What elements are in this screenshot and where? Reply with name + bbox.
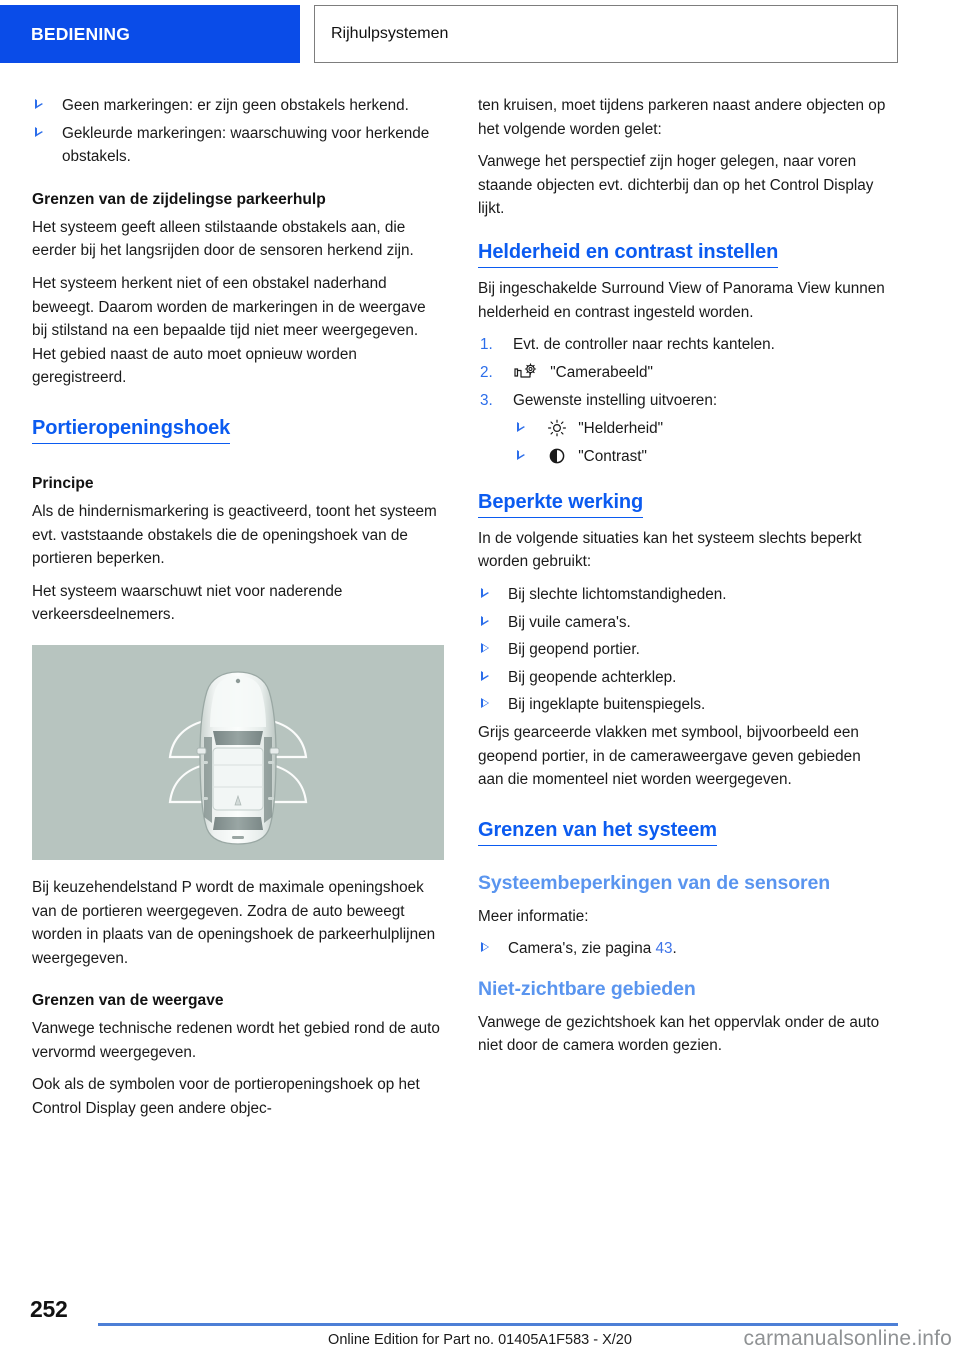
contrast-icon (547, 447, 567, 465)
step-text: "Camerabeeld" (550, 364, 653, 382)
beperkte-werking-bullet-list (478, 583, 902, 717)
triangle-bullet-icon (481, 588, 489, 598)
paragraph-hindernismarkering: Als de hindernismarkering is geactiveerd, toont het systeem evt. vaststaande obstakels die de openingshoek van de portieren beperken. (32, 502, 437, 568)
paragraph-technische-redenen: Vanwege technische redenen wordt het gebied rond de auto vervormd weergegeven. (32, 1020, 440, 1061)
paragraph-waarschuwt-niet: Het systeem waarschuwt niet voor naderende verkeersdeelnemers. (32, 582, 343, 624)
heading-niet-zichtbare-gebieden: Niet-zichtbare gebieden (478, 977, 696, 1000)
list-item (478, 666, 902, 690)
list-item (478, 693, 902, 717)
car-body (197, 672, 279, 844)
door-arc-left-rear (170, 765, 204, 802)
list-item (478, 583, 902, 607)
paragraph-symbolen-portieropeningshoek: Ook als de symbolen voor de portieropeningshoek op het Control Display geen andere objec- (32, 1076, 420, 1118)
reference-text: Camera's, zie pagina (508, 940, 656, 958)
list-item (478, 638, 902, 662)
camera-settings-icon (513, 363, 539, 381)
list-item-text: Bij ingeklapte buitenspiegels. (508, 696, 706, 714)
page-header (0, 5, 898, 63)
heading-grenzen-zijdelingse-parkeerhulp: Grenzen van de zijdelingse parkeerhulp (32, 190, 326, 208)
list-item-text: Bij geopend portier. (508, 641, 640, 659)
substep-item (513, 417, 902, 441)
header-chapter-label: BEDIENING (31, 23, 131, 44)
step-number: 3. (480, 392, 493, 410)
door-arc-right-rear (272, 765, 306, 802)
instruction-step (478, 389, 902, 469)
list-item-text: Gekleurde markeringen: waarschuwing voor herkende obstakels. (62, 124, 430, 166)
triangle-bullet-icon (517, 422, 525, 432)
instruction-step (478, 333, 902, 357)
triangle-bullet-icon (35, 99, 43, 109)
header-chapter-block (0, 5, 300, 63)
reference-suffix: . (672, 940, 677, 958)
paragraph-keuzehendelstand: Bij keuzehendelstand P wordt de maximale openingshoek van de portieren weergegeven. Zodra de auto beweegt worden in plaats van de openingshoek de parkeerhulplijnen weergegeven. (32, 878, 436, 967)
substep-text: "Helderheid" (578, 419, 664, 437)
instruction-step (478, 361, 902, 385)
top-bullet-list (32, 94, 442, 169)
paragraph-perspectief: Vanwege het perspectief zijn hoger gelegen, naar voren staande objecten evt. dichterbij dan op het Control Display lijkt. (478, 153, 874, 218)
left-column (0, 94, 442, 1130)
paragraph-surround-view: Bij ingeschakelde Surround View of Panorama View kunnen helderheid en contrast ingesteld worden. (478, 279, 885, 321)
step-number: 1. (480, 336, 493, 354)
reference-bullet-list (478, 937, 902, 961)
substep-text: "Contrast" (578, 447, 647, 465)
page-reference-link[interactable]: 43 (655, 940, 673, 958)
paragraph-obstakel-beweegt: Het systeem herkent niet of een obstakel naderhand beweegt. Daarom worden de markeringen in de weergave bij stilstand na een bepaalde tijd niet meer weergegeven. Het gebied naast de auto moet opnieuw worden geregistreerd. (32, 274, 426, 387)
footer-divider (98, 1323, 898, 1326)
triangle-bullet-icon (481, 616, 489, 626)
list-item-page-reference[interactable] (478, 937, 902, 961)
list-item-text: Bij vuile camera's. (508, 613, 631, 631)
car-top-view-figure (32, 645, 444, 860)
footer-watermark: carmanualsonline.info (743, 1327, 952, 1350)
step-number: 2. (480, 364, 493, 382)
triangle-bullet-icon (481, 698, 489, 708)
header-section-block (314, 5, 898, 63)
substep-item (513, 445, 902, 469)
paragraph-continued-from-left: ten kruisen, moet tijdens parkeren naast andere objecten op het volgende worden gelet: (478, 97, 886, 138)
list-item (32, 122, 442, 169)
paragraph-gezichtshoek: Vanwege de gezichtshoek kan het oppervlak onder de auto niet door de camera worden gezien. (478, 1013, 880, 1055)
page-number: 252 (30, 1296, 68, 1322)
content-columns (0, 94, 960, 1130)
triangle-bullet-icon (481, 671, 489, 681)
header-section-label: Rijhulpsystemen (331, 25, 449, 42)
heading-beperkte-werking: Beperkte werking (478, 490, 643, 518)
paragraph-stilstaande-obstakels: Het systeem geeft alleen stilstaande obstakels aan, die eerder bij het langsrijden door de sensoren herkend zijn. (32, 218, 414, 260)
list-item (478, 611, 902, 635)
paragraph-meer-informatie: Meer informatie: (478, 907, 589, 925)
brightness-icon (547, 419, 567, 437)
footer-edition-text: Online Edition for Part no. 01405A1F583 - X/20 (328, 1332, 632, 1348)
list-item-text: Bij geopende achterklep. (508, 668, 677, 686)
heading-portieropeningshoek: Portieropeningshoek (32, 416, 230, 444)
right-column (442, 94, 902, 1130)
heading-systeembeperkingen-van-de-sensoren: Systeembeperkingen van de sensoren (478, 871, 831, 894)
heading-grenzen-van-het-systeem: Grenzen van het systeem (478, 818, 717, 846)
heading-principe: Principe (32, 474, 94, 492)
triangle-bullet-icon (35, 127, 43, 137)
car-illustration-svg (32, 645, 444, 860)
heading-grenzen-van-de-weergave: Grenzen van de weergave (32, 992, 224, 1010)
triangle-bullet-icon (481, 643, 489, 653)
paragraph-beperkt-gebruik: In de volgende situaties kan het systeem slechts beperkt worden gebruikt: (478, 529, 862, 571)
triangle-bullet-icon (481, 942, 489, 952)
substep-list (513, 417, 902, 469)
paragraph-grijs-gearceerde-vlakken: Grijs gearceerde vlakken met symbool, bijvoorbeeld een geopend portier, in de cameraweergave geven gebieden aan die momenteel niet worden weergegeven. (478, 723, 861, 789)
page-footer (0, 1282, 960, 1362)
list-item-text: Bij slechte lichtomstandigheden. (508, 585, 727, 603)
triangle-bullet-icon (517, 450, 525, 460)
step-text: Evt. de controller naar rechts kantelen. (513, 336, 775, 354)
list-item (32, 94, 442, 118)
heading-helderheid-en-contrast-instellen: Helderheid en contrast instellen (478, 240, 778, 268)
list-item-text: Geen markeringen: er zijn geen obstakels herkend. (62, 97, 409, 114)
step-text: Gewenste instelling uitvoeren: (513, 392, 718, 410)
instruction-step-list (478, 333, 902, 469)
